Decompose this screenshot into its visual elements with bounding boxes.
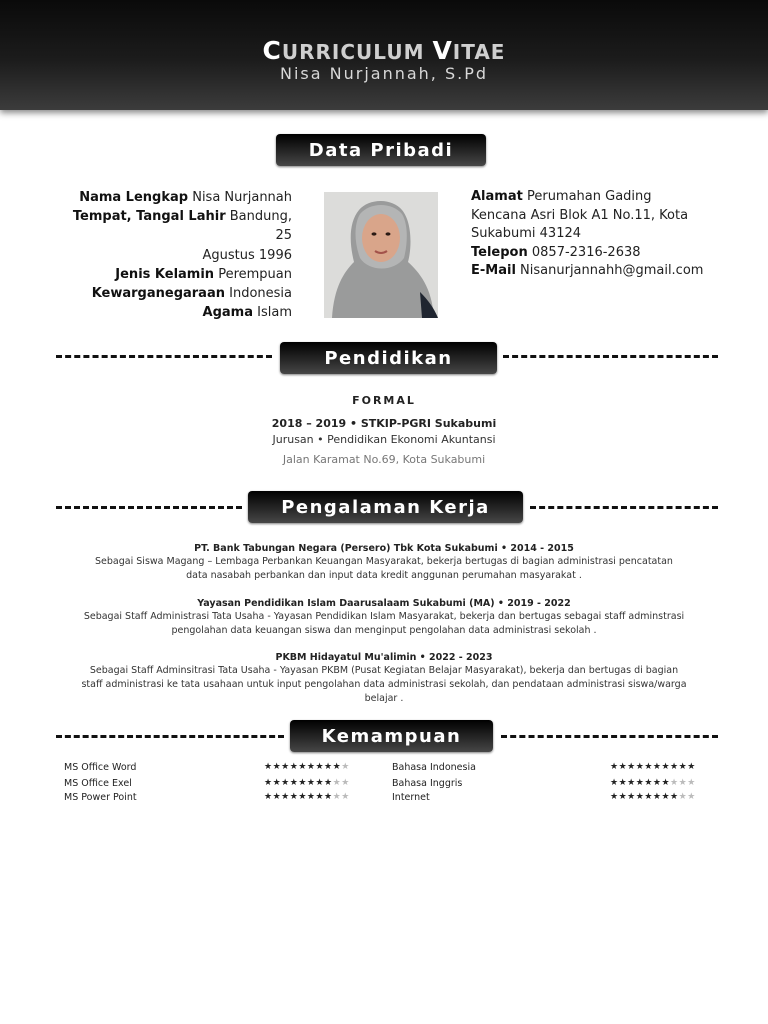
star-icon: ★ [618,762,628,772]
birth-row-cont: Agustus 1996 [202,247,292,263]
star-icon: ★ [332,778,342,788]
star-icon: ★ [670,792,679,802]
education-major: Jurusan • Pendidikan Ekonomi Akuntansi [272,433,496,446]
star-icon: ★ [315,792,325,802]
skill-rating [264,792,350,802]
job-description: Sebagai Staff Adminsitrasi Tata Usaha - Yayasan PKBM (Pusat Kegiatan Belajar Masyarakat), bekerja dan bertugas di bagian staff administrasi ke tata usahaan untuk input pengolahan data administrasi sekolah, dan pendataan administrasi siswa/warga belajar . [81,665,687,704]
job-description: Sebagai Staff Administrasi Tata Usaha - Yayasan Pendidikan Islam Masyarakat, bekerja dan bertugas sebagai staff adminstrasi pengolahan data keuangan siswa dan menginput pengolahan data administrasi sekolah . [83,611,685,636]
gender-row: Jenis Kelamin Perempuan [115,266,292,282]
address-row-cont: Kencana Asri Blok A1 No.11, Kota [471,207,689,223]
skill-name: MS Office Exel [64,778,132,789]
star-icon: ★ [324,792,333,802]
full-name-row: Nama Lengkap Nisa Nurjannah [79,190,292,205]
personal-info-left [60,188,292,322]
star-icon: ★ [661,778,671,788]
star-icon: ★ [618,792,628,802]
star-icon: ★ [661,792,671,802]
star-icon: ★ [627,762,636,772]
star-icon: ★ [635,792,645,802]
email-row: E-Mail Nisanurjannahh@gmail.com [471,263,704,279]
star-icon: ★ [264,762,273,772]
divider-line [530,506,718,509]
star-icon: ★ [644,762,653,772]
star-icon: ★ [332,792,342,802]
star-icon: ★ [332,762,342,772]
star-icon: ★ [610,762,619,772]
star-icon: ★ [289,792,299,802]
education-address: Jalan Karamat No.69, Kota Sukabumi [282,453,486,466]
section-personal-heading: Data Pribadi [276,134,486,166]
skill-name: Bahasa Indonesia [392,762,476,773]
profile-photo [324,192,438,318]
job-title: Yayasan Pendidikan Islam Daarusalaam Sukabumi (MA) • 2019 - 2022 [197,598,571,609]
skill-rating [610,792,696,802]
star-icon: ★ [324,778,333,788]
star-icon: ★ [315,762,325,772]
star-icon: ★ [678,778,688,788]
skill-rating [610,778,696,788]
header-banner [0,0,768,110]
nationality-row: Kewarganegaraan Indonesia [91,286,292,302]
star-icon: ★ [306,778,316,788]
star-icon: ★ [289,762,299,772]
star-icon: ★ [281,792,290,802]
star-icon: ★ [627,792,636,802]
star-icon: ★ [635,762,645,772]
star-icon: ★ [341,762,350,772]
star-icon: ★ [315,778,325,788]
person-name: Nisa Nurjannah, S.Pd [279,64,489,83]
star-icon: ★ [281,778,290,788]
job-title: PT. Bank Tabungan Negara (Persero) Tbk Kota Sukabumi • 2014 - 2015 [194,543,574,554]
divider-line [56,735,284,738]
skill-name: MS Office Word [64,762,137,773]
skill-name: Internet [392,792,430,803]
document-title: CURRICULUM VITAE [262,36,506,65]
divider-line [56,506,242,509]
star-icon: ★ [652,792,662,802]
education-institution: 2018 – 2019 • STKIP-PGRI Sukabumi [271,417,497,430]
phone-row: Telepon 0857-2316-2638 [471,244,641,260]
star-icon: ★ [652,778,662,788]
star-icon: ★ [618,778,628,788]
star-icon: ★ [670,778,679,788]
section-skills-heading: Kemampuan [290,720,493,752]
star-icon: ★ [610,792,619,802]
star-icon: ★ [272,762,282,772]
address-row-cont: Sukabumi 43124 [471,226,582,242]
star-icon: ★ [687,792,696,802]
section-experience-heading: Pengalaman Kerja [248,491,523,523]
star-icon: ★ [289,778,299,788]
personal-info-right [471,188,711,281]
religion-row: Agama Islam [202,305,292,321]
skill-rating [610,762,696,772]
star-icon: ★ [264,792,273,802]
section-education-heading: Pendidikan [280,342,497,374]
star-icon: ★ [306,792,316,802]
star-icon: ★ [610,778,619,788]
education-type: FORMAL [352,394,416,407]
star-icon: ★ [341,792,350,802]
skill-rating [264,762,350,772]
star-icon: ★ [687,762,696,772]
star-icon: ★ [298,778,307,788]
birth-row: Tempat, Tangal Lahir Bandung, 25 [72,209,292,244]
star-icon: ★ [652,762,662,772]
star-icon: ★ [306,762,316,772]
star-icon: ★ [678,762,688,772]
star-icon: ★ [644,778,653,788]
star-icon: ★ [272,778,282,788]
star-icon: ★ [324,762,333,772]
star-icon: ★ [661,762,671,772]
skill-name: Bahasa Inggris [392,778,463,789]
star-icon: ★ [272,792,282,802]
star-icon: ★ [687,778,696,788]
address-row: Alamat Perumahan Gading [471,189,652,204]
skill-name: MS Power Point [64,792,137,803]
star-icon: ★ [635,778,645,788]
divider-line [501,735,718,738]
star-icon: ★ [264,778,273,788]
skill-rating [264,778,350,788]
star-icon: ★ [298,792,307,802]
job-description: Sebagai Siswa Magang – Lembaga Perbankan Keuangan Masyarakat, bekerja bertugas di bagian administrasi pencatatan data nasabah perbankan dan input data kredit anggunan perumahan masyarakat . [95,556,673,581]
star-icon: ★ [678,792,688,802]
star-icon: ★ [298,762,307,772]
star-icon: ★ [341,778,350,788]
divider-line [503,355,718,358]
star-icon: ★ [670,762,679,772]
star-icon: ★ [627,778,636,788]
star-icon: ★ [644,792,653,802]
job-title: PKBM Hidayatul Mu'alimin • 2022 - 2023 [275,652,493,663]
star-icon: ★ [281,762,290,772]
divider-line [56,355,272,358]
